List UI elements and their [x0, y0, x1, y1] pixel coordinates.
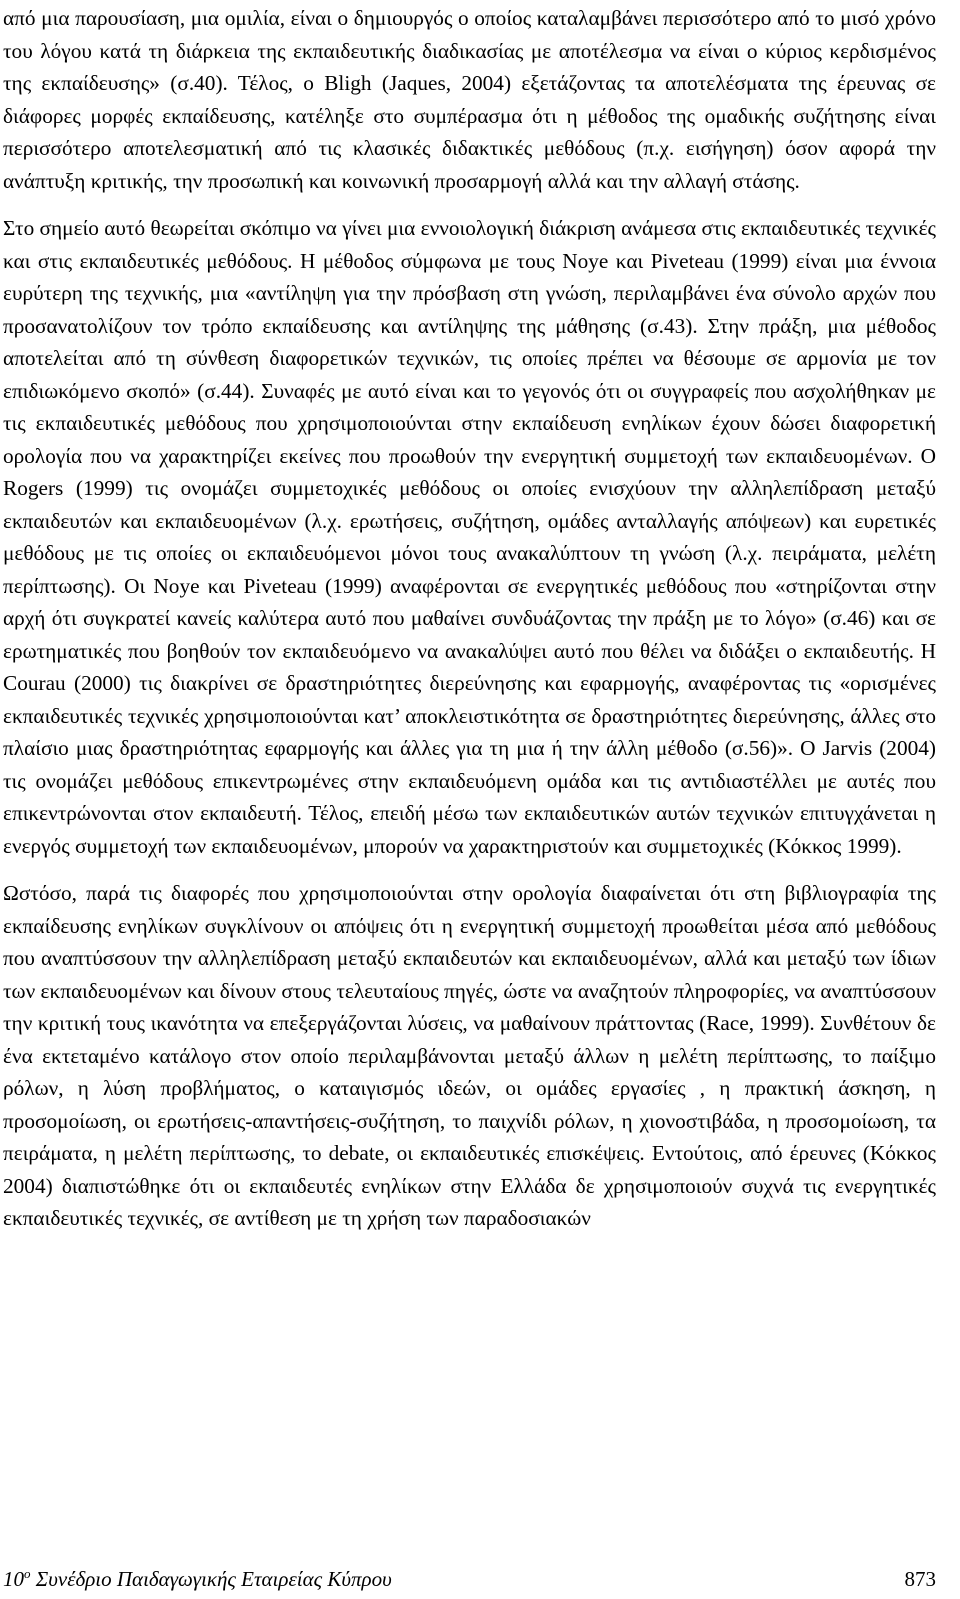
- paragraph-1: από μια παρουσίαση, μια ομιλία, είναι ο δημιουργός ο οποίος καταλαμβάνει περισσότερο από το μισό χρόνο του λόγου κατά τη διάρκεια της εκπαιδευτικής διαδικασίας με αποτέλεσμα να είναι ο κύριος κερδισμένος της εκπαίδευσης» (σ.40). Τέλος, ο Bligh (Jaques, 2004) εξετάζοντας τα αποτελέσματα της έρευνας σε διάφορες μορφές εκπαίδευσης, κατέληξε στο συμπέρασμα ότι η μέθοδος της ομαδικής συζήτησης είναι περισσότερο αποτελεσματική από τις κλασικές διδακτικές μεθόδους (π.χ. εισήγηση) όσον αφορά την ανάπτυξη κριτικής, την προσωπική και κοινωνική προσαρμογή αλλά και την αλλαγή στάσης.: [3, 6, 936, 193]
- footer-conference-name: Συνέδριο Παιδαγωγικής Εταιρείας Κύπρου: [35, 1567, 392, 1591]
- page-number: 873: [904, 1567, 936, 1591]
- document-body: [3, 2, 936, 1235]
- page-footer: [3, 1566, 936, 1592]
- paragraph-2: Στο σημείο αυτό θεωρείται σκόπιμο να γίνει μια εννοιολογική διάκριση ανάμεσα στις εκπαιδευτικές τεχνικές και στις εκπαιδευτικές μεθόδους. Η μέθοδος σύμφωνα με τους Noye και Piveteau (1999) είναι μια έννοια ευρύτερη της τεχνικής, μια «αντίληψη για την πρόσβαση στη γνώση, περιλαμβάνει ένα σύνολο αρχών που προσανατολίζουν τον τρόπο εκπαίδευσης και αντίληψης της μάθησης (σ.43). Στην πράξη, μια μέθοδος αποτελείται από τη σύνθεση διαφορετικών τεχνικών, τις οποίες πρέπει να θέσουμε σε αρμονία με τον επιδιωκόμενο σκοπό» (σ.44). Συναφές με αυτό είναι και το γεγονός ότι οι συγγραφείς που ασχολήθηκαν με τις εκπαιδευτικές μεθόδους που χρησιμοποιούνται στην εκπαίδευση ενηλίκων έχουν δώσει διαφορετική ορολογία που να χαρακτηρίζει εκείνες που προωθούν την ενεργητική συμμετοχή των εκπαιδευομένων. Ο Rogers (1999) τις ονομάζει συμμετοχικές μεθόδους οι οποίες ενισχύουν την αλληλεπίδραση μεταξύ εκπαιδευτών και εκπαιδευομένων (λ.χ. ερωτήσεις, συζήτηση, ομάδες ανταλλαγής απόψεων) και ευρετικές μεθόδους με τις οποίες οι εκπαιδευόμενοι μόνοι τους ανακαλύπτουν τη γνώση (λ.χ. πειράματα, μελέτη περίπτωσης). Οι Noye και Piveteau (1999) αναφέρονται σε ενεργητικές μεθόδους που «στηρίζονται στην αρχή ότι συγκρατεί κανείς καλύτερα αυτό που μαθαίνει συνδυάζοντας την πράξη με το λόγο» (σ.46) και σε ερωτηματικές που βοηθούν τον εκπαιδευόμενο να ανακαλύψει αυτό που θέλει να διδάξει ο εκπαιδευτής. Η Courau (2000) τις διακρίνει σε δραστηριότητες διερεύνησης και εφαρμογής, αναφέροντας τις «ορισμένες εκπαιδευτικές τεχνικές χρησιμοποιούνται κατ’ αποκλειστικότητα σε δραστηριότητες διερεύνησης, άλλες στο πλαίσιο μιας δραστηριότητας εφαρμογής και άλλες για τη μια ή την άλλη μέθοδο (σ.56)». Ο Jarvis (2004) τις ονομάζει μεθόδους επικεντρωμένες στην εκπαιδευόμενη ομάδα και τις αντιδιαστέλλει με αυτές που επικεντρώνονται στον εκπαιδευτή. Τέλος, επειδή μέσω των εκπαιδευτικών αυτών τεχνικών επιτυγχάνεται η ενεργός συμμετοχή των εκπαιδευομένων, μπορούν να χαρακτηριστούν και συμμετοχικές (Κόκκος 1999).: [3, 216, 936, 858]
- footer-ordinal-suffix: ο: [24, 1566, 31, 1581]
- footer-ordinal: 10: [3, 1567, 24, 1591]
- footer-conference-title: [3, 1566, 392, 1592]
- paragraph-3: Ωστόσο, παρά τις διαφορές που χρησιμοποιούνται στην ορολογία διαφαίνεται ότι στη βιβλιογραφία της εκπαίδευσης ενηλίκων συγκλίνουν οι απόψεις ότι η ενεργητική συμμετοχή προωθείται μέσα από μεθόδους που αναπτύσσουν την αλληλεπίδραση μεταξύ εκπαιδευτών και εκπαιδευομένων, αλλά και μεταξύ των ίδιων των εκπαιδευομένων και δίνουν στους τελευταίους πηγές, ώστε να αναζητούν πληροφορίες, να αναπτύσσουν την κριτική τους ικανότητα να επεξεργάζονται λύσεις, να μαθαίνουν πράττοντας (Race, 1999). Συνθέτουν δε ένα εκτεταμένο κατάλογο στον οποίο περιλαμβάνονται μεταξύ άλλων η μελέτη περίπτωσης, το παίξιμο ρόλων, η λύση προβλήματος, ο καταιγισμός ιδεών, οι ομάδες εργασίες , η πρακτική άσκηση, η προσομοίωση, οι ερωτήσεις-απαντήσεις-συζήτηση, το παιχνίδι ρόλων, η χιονοστιβάδα, η προσομοίωση, τα πειράματα, η μελέτη περίπτωσης, το debate, οι εκπαιδευτικές επισκέψεις. Εντούτοις, από έρευνες (Κόκκος 2004) διαπιστώθηκε ότι οι εκπαιδευτές ενηλίκων στην Ελλάδα δε χρησιμοποιούν συχνά τις ενεργητικές εκπαιδευτικές τεχνικές, σε αντίθεση με τη χρήση των παραδοσιακών: [3, 881, 936, 1230]
